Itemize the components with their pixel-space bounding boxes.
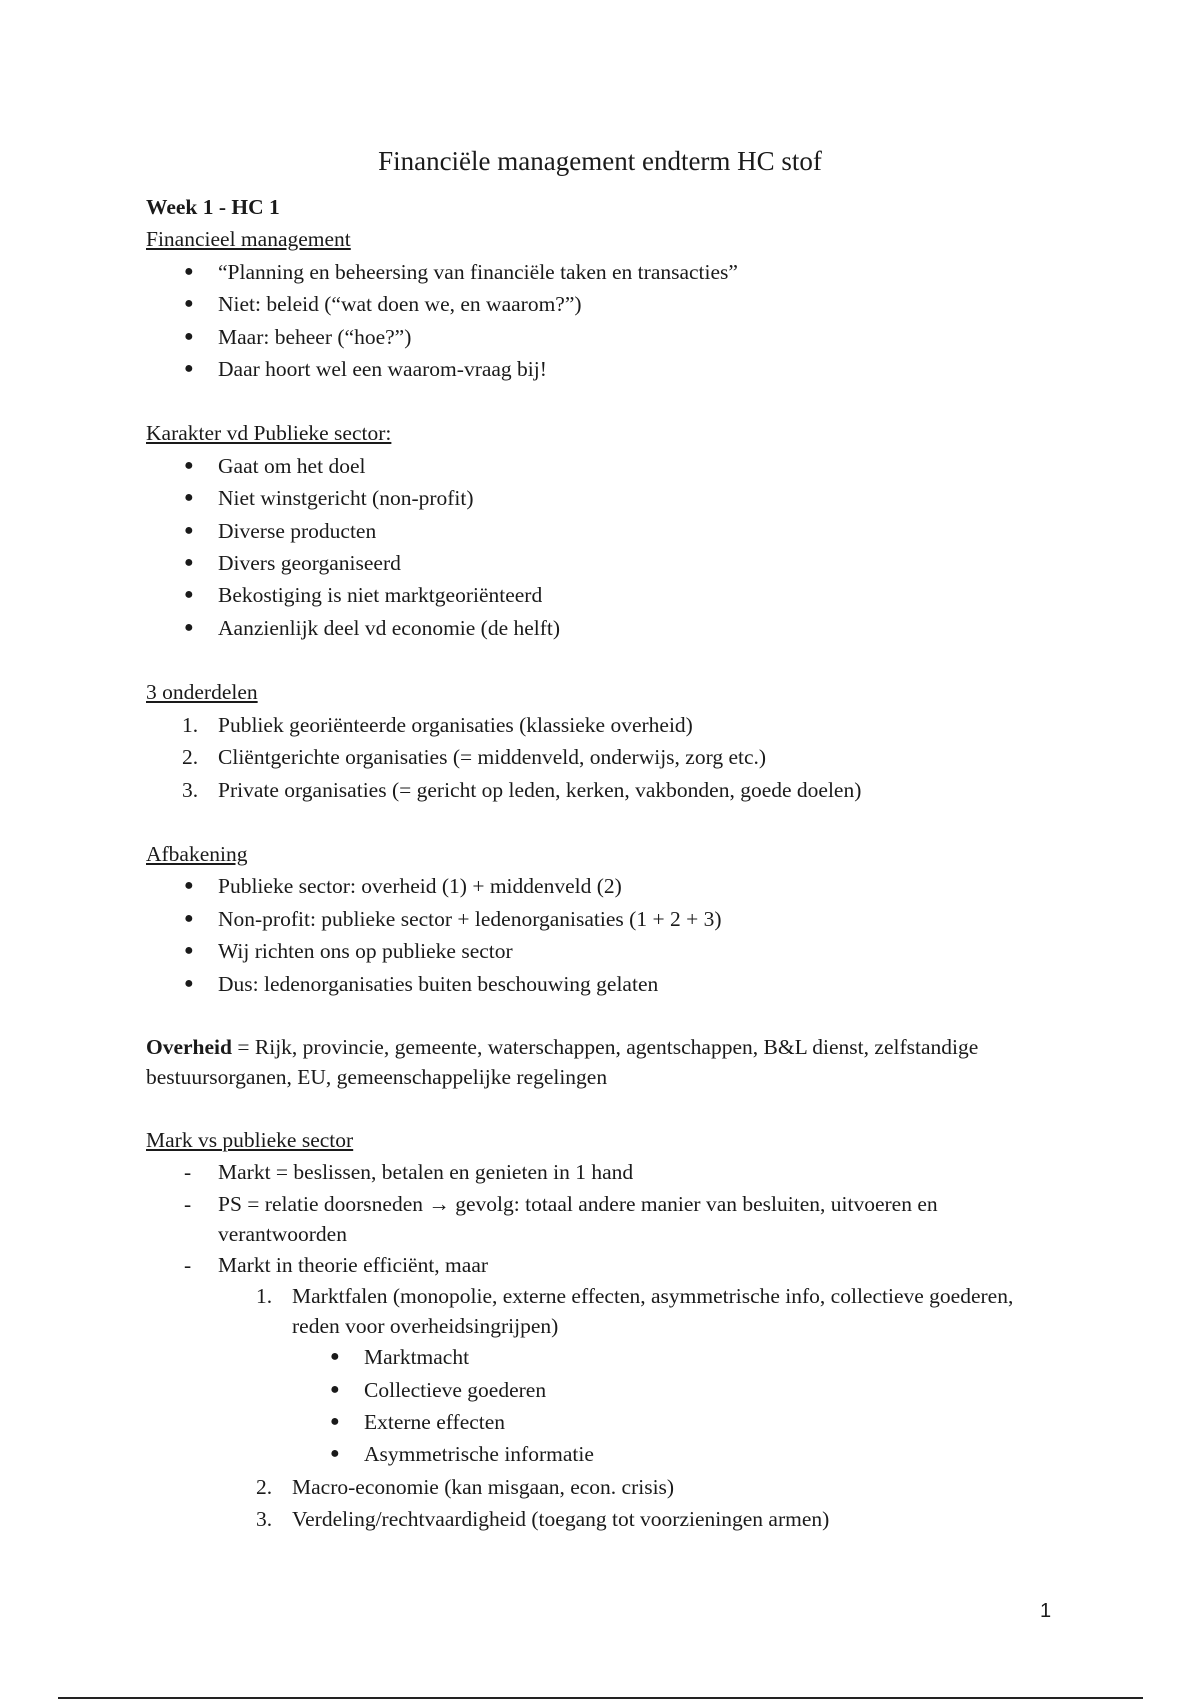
dash-list-markt [146, 1156, 1066, 1281]
section-heading-afbakening: Afbakening [146, 841, 248, 866]
list-item-text: Markt in theorie efficiënt, maar [218, 1252, 489, 1277]
section-heading-karakter: Karakter vd Publieke sector: [146, 421, 392, 446]
list-item: ● Niet winstgericht (non-profit) [146, 482, 1066, 514]
list-number: 3. [182, 777, 199, 802]
document-title: Financiële management endterm HC stof [378, 146, 822, 176]
section-heading-financieel-management: Financieel management [146, 227, 351, 252]
overheid-text: = Rijk, provincie, gemeente, waterschappen, agentschappen, B&L dienst, zelfstandige bestuursorganen, EU, gemeenschappelijke regelingen [146, 1034, 979, 1089]
list-item: ● Publieke sector: overheid (1) + middenveld (2) [146, 870, 1066, 902]
list-item: ● Gaat om het doel [146, 450, 1066, 482]
bullet-list-afbakening [146, 870, 1066, 1000]
list-item: ● Daar hoort wel een waarom-vraag bij! [146, 353, 1066, 385]
bullet-list-karakter [146, 450, 1066, 644]
list-item: ● Dus: ledenorganisaties buiten beschouwing gelaten [146, 968, 1066, 1000]
dash-marker: - [184, 1191, 192, 1216]
overheid-definition [146, 1032, 1066, 1092]
bullet-list-financieel-management [146, 256, 1066, 386]
list-item: ● Non-profit: publieke sector + ledenorganisaties (1 + 2 + 3) [146, 903, 1066, 935]
document-body [146, 191, 1066, 1536]
list-item [146, 774, 1066, 806]
section-heading-markt: Mark vs publieke sector [146, 1127, 354, 1152]
list-item [146, 1281, 1066, 1341]
list-item [146, 741, 1066, 773]
list-item: ● Niet: beleid (“wat doen we, en waarom?”) [146, 288, 1066, 320]
list-item: ● Bekostiging is niet marktgeoriënteerd [146, 579, 1066, 611]
list-item-text: Markt = beslissen, betalen en genieten in 1 hand [218, 1160, 634, 1185]
list-item: ● Maar: beheer (“hoe?”) [146, 321, 1066, 353]
week-heading: Week 1 - HC 1 [146, 195, 280, 219]
overheid-term: Overheid [146, 1034, 232, 1059]
page-number: 1 [1040, 1600, 1052, 1622]
page-bottom-divider [58, 1697, 1143, 1699]
numbered-sublist-markt [146, 1281, 1066, 1341]
list-item: ● Wij richten ons op publieke sector [146, 935, 1066, 967]
numbered-sublist-markt-continued [146, 1471, 1066, 1536]
list-item: ● Diverse producten [146, 515, 1066, 547]
list-item [146, 1503, 1066, 1535]
bullet-subsublist-marktfalen [146, 1341, 1066, 1471]
section-heading-onderdelen: 3 onderdelen [146, 680, 258, 705]
list-item-text: Cliëntgerichte organisaties (= middenveld, onderwijs, zorg etc.) [218, 745, 767, 770]
list-number: 1. [182, 712, 199, 737]
list-item: ● Divers georganiseerd [146, 547, 1066, 579]
numbered-list-onderdelen [146, 709, 1066, 806]
list-item: ● Collectieve goederen [146, 1374, 1066, 1406]
list-item: ● Externe effecten [146, 1406, 1066, 1438]
dash-marker: - [184, 1252, 192, 1277]
dash-marker: - [184, 1160, 192, 1185]
list-item-text: Private organisaties (= gericht op leden, kerken, vakbonden, goede doelen) [218, 777, 862, 802]
list-item [146, 709, 1066, 741]
list-item-text: Macro-economie (kan misgaan, econ. crisis) [292, 1474, 675, 1499]
list-item [146, 1189, 1066, 1249]
list-item: ● Marktmacht [146, 1341, 1066, 1373]
list-number: 2. [182, 745, 199, 770]
list-item: ● “Planning en beheersing van financiële taken en transacties” [146, 256, 1066, 288]
list-item [146, 1249, 1066, 1281]
list-item-text: PS = relatie doorsneden → gevolg: totaal andere manier van besluiten, uitvoeren en verantwoorden [218, 1191, 938, 1246]
list-number: 1. [256, 1284, 273, 1309]
list-item-text: Marktfalen (monopolie, externe effecten, asymmetrische info, collectieve goederen, reden voor overheidsingrijpen) [292, 1284, 1014, 1339]
list-item [146, 1156, 1066, 1188]
list-item: ● Aanzienlijk deel vd economie (de helft) [146, 612, 1066, 644]
list-number: 3. [256, 1507, 273, 1532]
list-item: ● Asymmetrische informatie [146, 1438, 1066, 1470]
list-item-text: Verdeling/rechtvaardigheid (toegang tot voorzieningen armen) [292, 1507, 830, 1532]
list-number: 2. [256, 1474, 273, 1499]
list-item-text: Publiek georiënteerde organisaties (klassieke overheid) [218, 712, 693, 737]
list-item [146, 1471, 1066, 1503]
